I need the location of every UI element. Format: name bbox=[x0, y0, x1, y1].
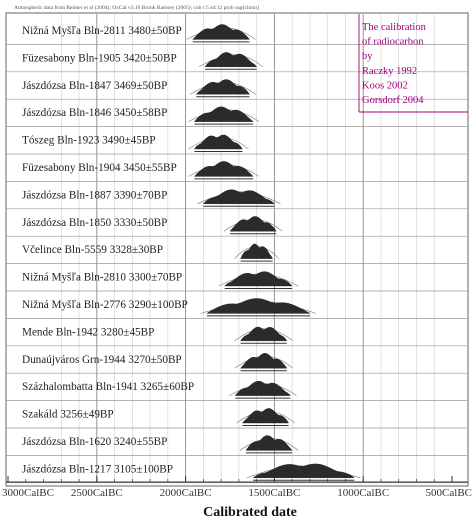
series-label: Mende Bln-1942 3280±45BP bbox=[22, 326, 155, 339]
distribution-area bbox=[230, 216, 276, 231]
distribution-area bbox=[193, 25, 250, 40]
distribution-area bbox=[207, 299, 310, 314]
series-label: Jászdózsa Bln-1846 3450±58BP bbox=[22, 107, 168, 120]
x-tick-label: 1000CalBC bbox=[337, 487, 390, 499]
x-axis bbox=[2, 476, 472, 499]
x-tick-label: 1500CalBC bbox=[248, 487, 301, 499]
x-tick-label: 2000CalBC bbox=[159, 487, 212, 499]
series-label: Százhalombatta Bln-1941 3265±60BP bbox=[22, 381, 195, 394]
series-label: Nižná Myšľa Bln-2811 3480±50BP bbox=[22, 25, 182, 37]
series-label: Szakáld 3256±49BP bbox=[22, 408, 114, 421]
x-axis-title: Calibrated date bbox=[203, 505, 297, 520]
distribution-area bbox=[196, 80, 249, 95]
x-tick-label: 2500CalBC bbox=[70, 487, 123, 499]
annotation-line: Gorsdorf 2004 bbox=[362, 95, 424, 106]
annotation-line: The calibration bbox=[362, 22, 426, 33]
annotation-line: of radiocarbon bbox=[362, 36, 424, 48]
series-label: Jászdózsa Bln-1887 3390±70BP bbox=[22, 189, 168, 202]
x-tick-label: 500CalBC bbox=[425, 487, 472, 499]
series-label: Dunaújváros Grn-1944 3270±50BP bbox=[22, 353, 182, 366]
distribution-area bbox=[246, 436, 292, 451]
distribution-area bbox=[242, 408, 288, 423]
series-label: Füzesabony Bln-1904 3450±55BP bbox=[22, 162, 177, 174]
series-label: Jászdózsa Bln-1620 3240±55BP bbox=[22, 436, 168, 448]
chart-header: Atmospheric data from Reimer et al (2004); OxCal v3.10 Bronk Ramsey (2005); cub r:5 sd:12 prob usp[chron] bbox=[14, 5, 259, 11]
distribution-area bbox=[241, 244, 273, 259]
series-label: Jászdózsa Bln-1847 3469±50BP bbox=[22, 79, 168, 92]
series-label: Tószeg Bln-1923 3490±45BP bbox=[22, 134, 156, 147]
annotation-box bbox=[359, 14, 468, 112]
series-label: Včelince Bln-5559 3328±30BP bbox=[22, 244, 163, 257]
series-label: Jászdózsa Bln-1850 3330±50BP bbox=[22, 216, 168, 229]
series-label: Jászdózsa Bln-1217 3105±100BP bbox=[22, 463, 173, 476]
annotation-line: Raczky 1992 bbox=[362, 65, 418, 77]
x-tick-label: 3000CalBC bbox=[2, 487, 54, 499]
series-label: Nižná Myšľa Bln-2776 3290±100BP bbox=[22, 299, 188, 311]
series-label: Nižná Myšľa Bln-2810 3300±70BP bbox=[22, 271, 183, 284]
annotation-line: by bbox=[362, 51, 373, 63]
annotation-line: Koos 2002 bbox=[362, 80, 408, 92]
distribution-area bbox=[241, 353, 287, 368]
series-label: Füzesabony Bln-1905 3420±50BP bbox=[22, 52, 177, 65]
distribution-area bbox=[205, 52, 257, 66]
